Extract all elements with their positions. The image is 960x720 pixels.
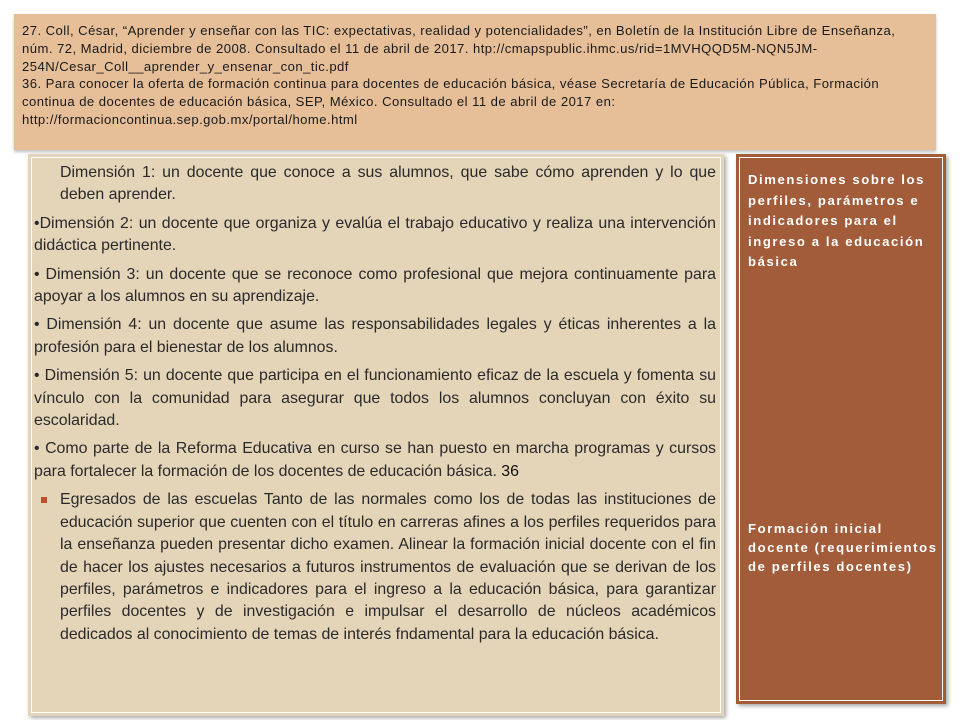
footnote-27: 27. Coll, César, “Aprender y enseñar con las TIC: expectativas, realidad y potencialidades”, en Boletín de la Institución Libre de Enseñanza, núm. 72, Madrid, diciembre de 2008. Consultado el 11 de abril de 2017. htp://cmapspublic.ihmc.us/rid=1MVHQQD5M-NQN5JM-254N/Cesar_Coll__aprender_y_ensenar_con_tic.pdf	[22, 23, 896, 74]
dimension-2-paragraph: •Dimensión 2: un docente que organiza y evalúa el trabajo educativo y realiza una intervención didáctica pertinente.	[34, 214, 716, 255]
dimension-5-paragraph: • Dimensión 5: un docente que participa en el funcionamiento eficaz de la escuela y fomenta su vínculo con la comunidad para asegurar que todos los alumnos concluyan con éxito su escolaridad.	[34, 367, 716, 430]
footnotes-box	[14, 14, 936, 150]
reforma-paragraph	[34, 438, 716, 483]
side-panel	[736, 154, 946, 704]
footnote-ref-36: 36	[501, 462, 519, 480]
main-content-panel	[28, 154, 724, 716]
dimension-3-paragraph: • Dimensión 3: un docente que se reconoce como profesional que mejora continuamente para apoyar a los alumnos en su aprendizaje.	[34, 265, 716, 306]
formacion-inicial-heading: Formación inicial docente (requerimientos de perfiles docentes)	[748, 521, 938, 575]
dimension-4-paragraph: • Dimensión 4: un docente que asume las responsabilidades legales y éticas inherentes a la profesión para el bienestar de los alumnos.	[34, 316, 716, 356]
reforma-text: • Como parte de la Reforma Educativa en curso se han puesto en marcha programas y cursos para fortalecer la formación de los docentes de educación básica.	[34, 440, 716, 480]
square-bullet-icon	[41, 497, 47, 503]
egresados-text: Egresados de las escuelas Tanto de las normales como los de todas las instituciones de educación superior que cuenten con el título en carreras afines a los perfiles requeridos para la enseñanza pueden presentar dicho examen. Alinear la formación inicial docente con el fin de hacer los ajustes necesarios a futuros instrumentos de evaluación que se derivan de los perfiles, parámetros e indicadores para el ingreso a la educación básica, para garantizar perfiles docentes y de investigación e impulsar el desarrollo de núcleos académicos dedicados al conocimiento de temas de interés fndamental para la educación básica.	[60, 491, 716, 643]
dimensiones-heading: Dimensiones sobre los perfiles, parámetros e indicadores para el ingreso a la educación básica	[748, 172, 925, 270]
egresados-list-item	[34, 489, 716, 646]
footnote-36: 36. Para conocer la oferta de formación continua para docentes de educación básica, véase Secretaría de Educación Pública, Formación continua de docentes de educación básica, SEP, México. Consultado el 11 de abril de 2017 en: http://formacioncontinua.sep.gob.mx/portal/home.html	[22, 76, 880, 127]
dimension-1-paragraph: Dimensión 1: un docente que conoce a sus alumnos, que sabe cómo aprenden y lo que deben aprender.	[60, 164, 716, 204]
